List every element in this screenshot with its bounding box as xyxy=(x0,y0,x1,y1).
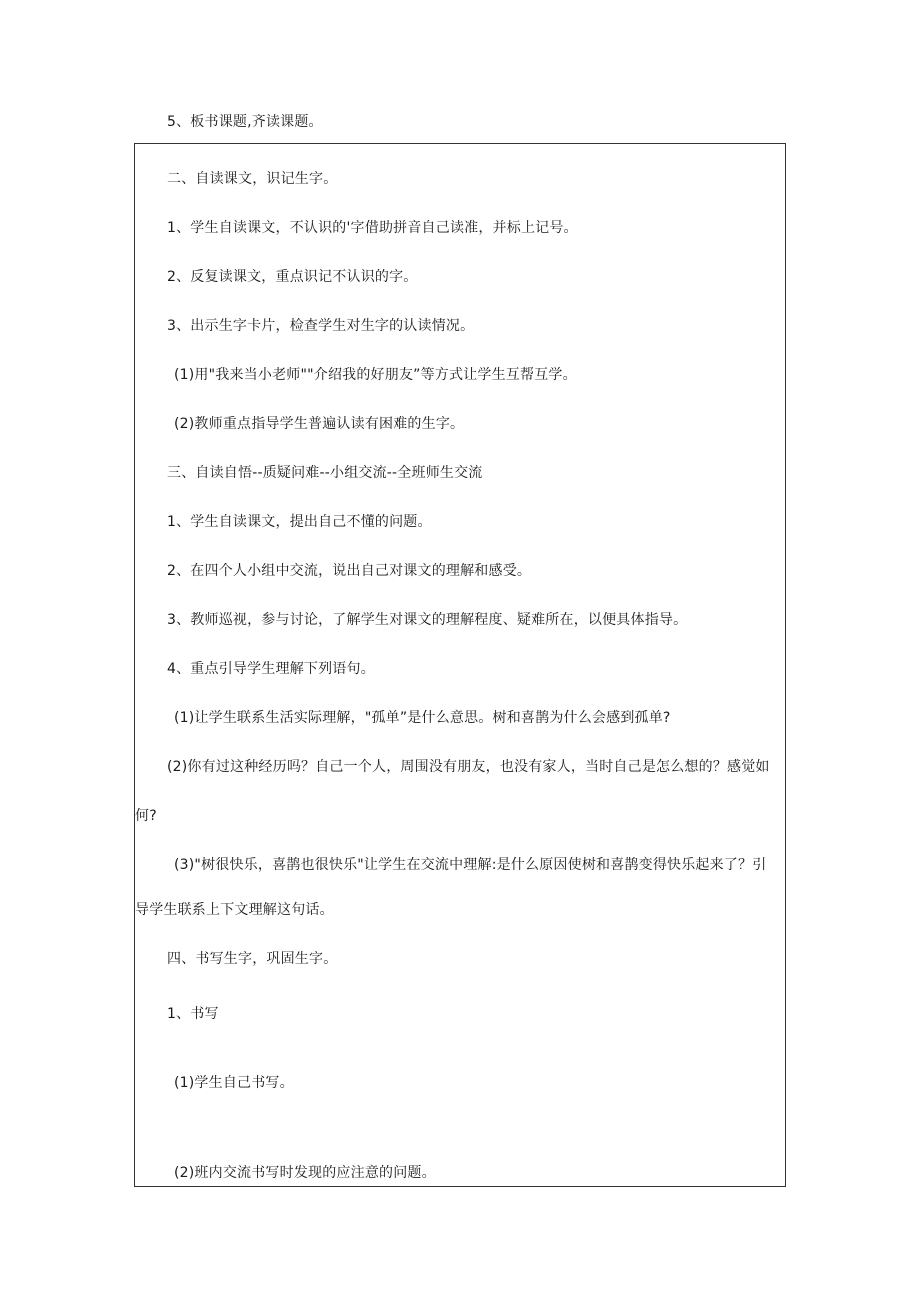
section-heading-2: 二、自读课文，识记生字。 xyxy=(167,171,338,187)
list-item: 2、在四个人小组中交流，说出自己对课文的理解和感受。 xyxy=(167,563,532,579)
list-item: 2、反复读课文，重点识记不认识的字。 xyxy=(167,269,418,285)
list-item: 1、书写 xyxy=(167,1006,219,1022)
sub-list-item-continuation: 导学生联系上下文理解这句话。 xyxy=(135,902,334,918)
sub-list-item: (1)用"我来当小老师""介绍我的好朋友”等方式让学生互帮互学。 xyxy=(174,367,577,383)
sub-list-item-continuation: 何? xyxy=(135,808,157,824)
list-item: 3、教师巡视，参与讨论，了解学生对课文的理解程度、疑难所在，以便具体指导。 xyxy=(167,612,688,628)
sub-list-item: (1)学生自己书写。 xyxy=(174,1075,294,1091)
list-item: 3、出示生字卡片，检查学生对生字的认读情况。 xyxy=(167,318,475,334)
section-heading-4: 四、书写生字，巩固生字。 xyxy=(167,951,338,967)
sub-list-item: (2)班内交流书写时发现的应注意的问题。 xyxy=(174,1165,436,1181)
header-line: 5、板书课题,齐读课题。 xyxy=(167,114,323,130)
sub-list-item: (2)教师重点指导学生普遍认读有困难的生字。 xyxy=(174,416,465,432)
list-item: 4、重点引导学生理解下列语句。 xyxy=(167,661,375,677)
list-item: 1、学生自读课文，不认识的'字借助拼音自己读准，并标上记号。 xyxy=(167,220,578,236)
sub-list-item: (1)让学生联系生活实际理解，"孤单”是什么意思。树和喜鹊为什么会感到孤单? xyxy=(174,710,671,726)
sub-list-item: (3)"树很快乐，喜鹊也很快乐"让学生在交流中理解:是什么原因使树和喜鹊变得快乐起来了？引 xyxy=(174,857,767,873)
sub-list-item: (2)你有过这种经历吗？自己一个人，周围没有朋友，也没有家人，当时自己是怎么想的？感觉如 xyxy=(167,759,770,775)
list-item: 1、学生自读课文，提出自己不懂的问题。 xyxy=(167,514,432,530)
section-heading-3: 三、自读自悟--质疑问难--小组交流--全班师生交流 xyxy=(167,465,483,481)
